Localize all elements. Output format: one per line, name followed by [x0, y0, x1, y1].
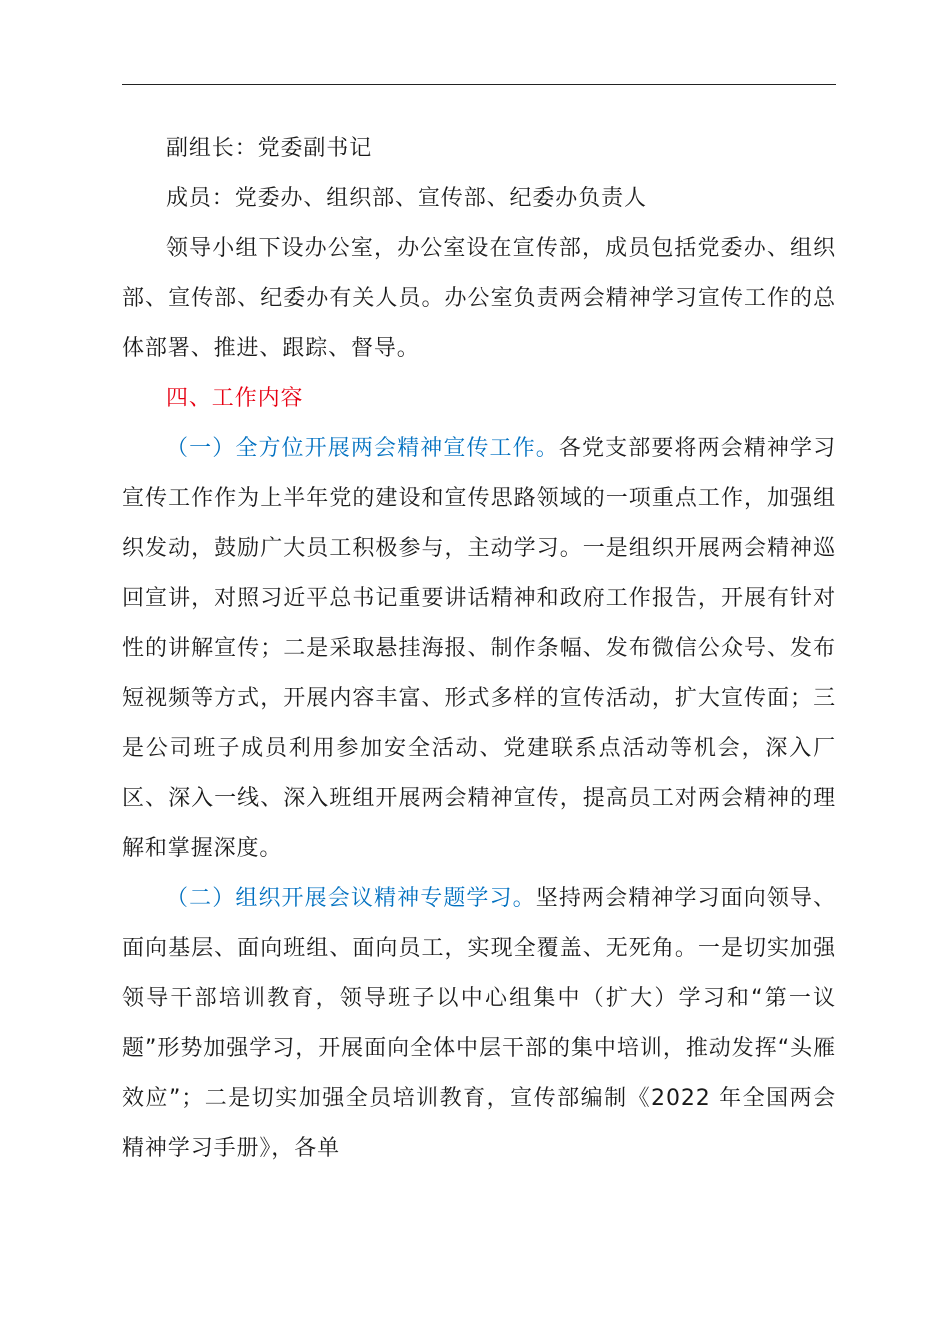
paragraph-text: 领导小组下设办公室，办公室设在宣传部，成员包括党委办、组织部、宣传部、纪委办有关人员。办公室负责两会精神学习宣传工作的总体部署、推进、跟踪、督导。: [122, 236, 836, 361]
paragraph-deputy-leader: [122, 124, 836, 174]
section-heading-work-content: [122, 374, 836, 424]
paragraph-text: 成员：党委办、组织部、宣传部、纪委办负责人: [166, 186, 647, 211]
document-body: [122, 124, 836, 1174]
paragraph-publicity: [122, 424, 836, 874]
section-heading-text: 四、工作内容: [166, 386, 304, 411]
header-rule: [122, 84, 836, 85]
paragraph-office: [122, 224, 836, 374]
paragraph-study: [122, 874, 836, 1174]
subsection-heading-study: （二）组织开展会议精神专题学习。: [166, 886, 536, 911]
paragraph-text: 副组长：党委副书记: [166, 136, 373, 161]
paragraph-text: 坚持两会精神学习面向领导、面向基层、面向班组、面向员工，实现全覆盖、无死角。一是切实加强领导干部培训教育，领导班子以中心组集中（扩大）学习和“第一议题”形势加强学习，开展面向全体中层干部的集中培训，推动发挥“头雁效应”；二是切实加强全员培训教育，宣传部编制《2022 年全国两会精神学习手册》，各单: [122, 886, 837, 1161]
paragraph-members: [122, 174, 836, 224]
subsection-heading-publicity: （一）全方位开展两会精神宣传工作。: [166, 436, 559, 461]
paragraph-text: 各党支部要将两会精神学习宣传工作作为上半年党的建设和宣传思路领域的一项重点工作，加强组织发动，鼓励广大员工积极参与，主动学习。一是组织开展两会精神巡回宣讲，对照习近平总书记重要讲话精神和政府工作报告，开展有针对性的讲解宣传；二是采取悬挂海报、制作条幅、发布微信公众号、发布短视频等方式，开展内容丰富、形式多样的宣传活动，扩大宣传面；三是公司班子成员利用参加安全活动、党建联系点活动等机会，深入厂区、深入一线、深入班组开展两会精神宣传，提高员工对两会精神的理解和掌握深度。: [122, 436, 836, 861]
